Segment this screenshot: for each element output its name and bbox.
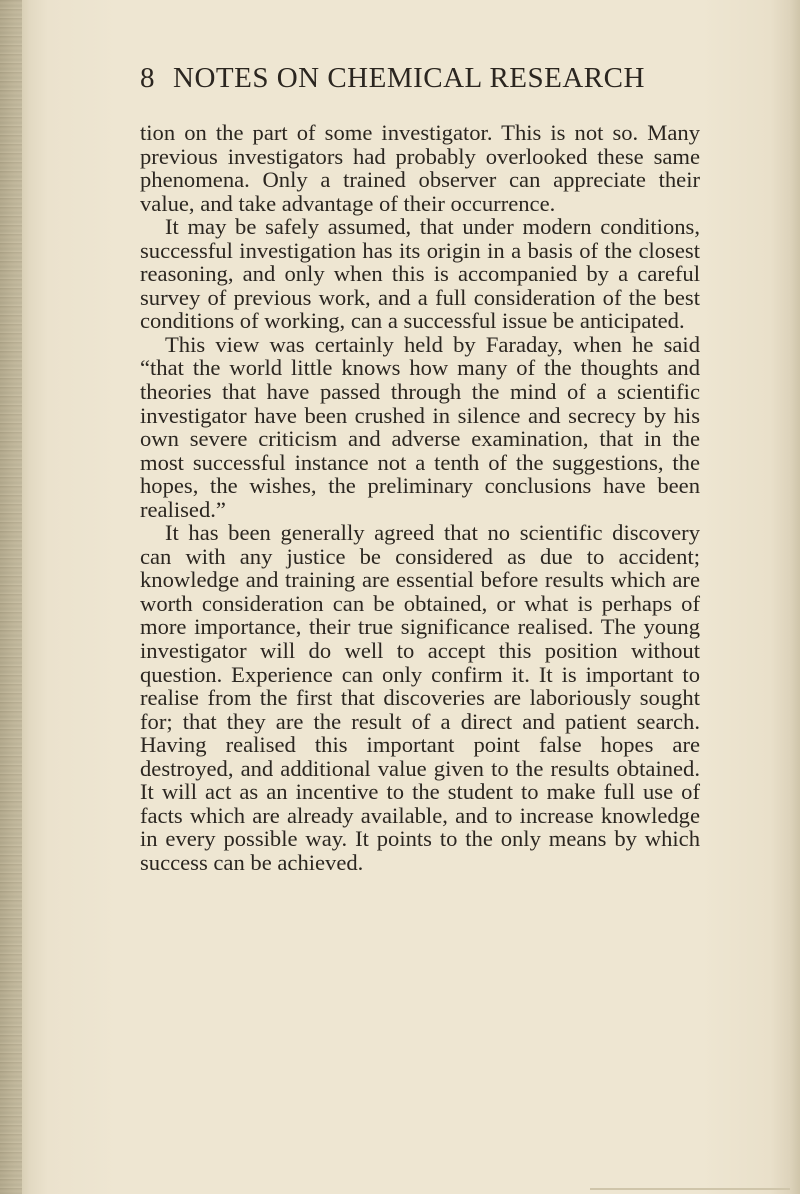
running-title: NOTES ON CHEMICAL RESEARCH xyxy=(173,62,645,94)
paragraph: It may be safely assumed, that under modern conditions, successful investigation has its origin in a basis of the closest reasoning, and only when this is accompanied by a careful survey of previous work, and a full consideration of the best conditions of working, can a successful issue be anticipated. xyxy=(140,214,700,334)
body-text xyxy=(140,121,700,875)
page-number: 8 xyxy=(140,62,155,94)
page-binding-edge xyxy=(0,0,22,1194)
paragraph: This view was certainly held by Faraday, when he said “that the world little knows how many of the thoughts and theories that have passed through the mind of a scientific investigator have been crushed in silence and secrecy by his own severe criticism and adverse examination, that in the most successful instance not a tenth of the suggestions, the hopes, the wishes, the preliminary conclusions have been realised.” xyxy=(140,331,700,522)
page-edge-line xyxy=(590,1188,790,1190)
running-head xyxy=(140,62,700,95)
paragraph: It has been generally agreed that no scientific discovery can with any justice be considered as due to accident; knowledge and training are essential before results which are worth consideration can be obtained, or what is perhaps of more importance, their true significance realised. The young investigator will do well to accept this position without question. Experience can only confirm it. It is important to realise from the first that discoveries are laboriously sought for; that they are the result of a direct and patient search. Having realised this important point false hopes are destroyed, and additional value given to the results obtained. It will act as an incentive to the student to make full use of facts which are already available, and to increase knowledge in every possible way. It points to the only means by which success can be achieved. xyxy=(140,520,700,875)
paragraph-continued: tion on the part of some investigator. This is not so. Many previous investigators had probably overlooked these same phenomena. Only a trained observer can appreciate their value, and take advantage of their occurrence. xyxy=(140,120,700,216)
